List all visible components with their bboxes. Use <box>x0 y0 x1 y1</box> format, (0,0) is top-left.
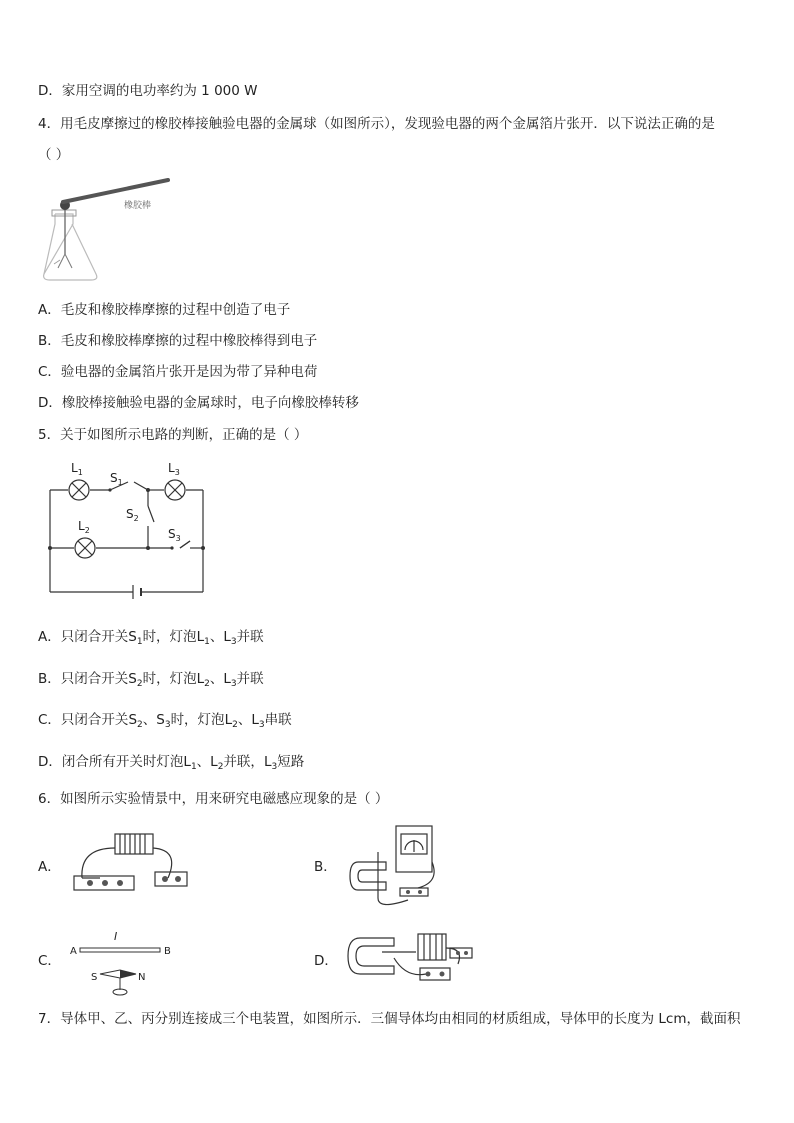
q4-option-c: C．验电器的金属箔片张开是因为带了异种电荷 <box>38 364 318 380</box>
switch-s3-label: S <box>168 527 176 541</box>
needle-pole-s: S <box>91 972 98 983</box>
needle-pole-n: N <box>138 972 146 983</box>
q5-option-a: A．只闭合开关$S_1$时，灯泡$L_1$、$L_3$并联 <box>38 629 264 647</box>
svg-text:L1 <box>71 461 83 477</box>
current-label: I <box>114 930 118 943</box>
lamp-l1-sub: 1 <box>77 468 83 477</box>
lamp-l2-sub: 2 <box>84 526 90 535</box>
q3-option-d: D．家用空调的电功率约为 1 000 W <box>38 83 258 99</box>
q4-option-d: D．橡胶棒接触验电器的金属球时，电子向橡胶棒转移 <box>38 395 359 411</box>
wire-end-a: A <box>70 946 77 957</box>
q4-stem: 4．用毛皮摩擦过的橡胶棒接触验电器的金属球（如图所示），发现验电器的两个金属箔片张开．以下说法正确的是 <box>38 116 715 132</box>
svg-text:L3 <box>168 461 180 477</box>
rubber-rod-label: 橡胶棒 <box>124 201 152 211</box>
q4-answer-paren: （ ） <box>38 147 70 163</box>
switch-s2-sub: 2 <box>133 514 139 523</box>
lamp-l2-label: L <box>78 519 85 533</box>
electroscope-figure <box>38 176 178 286</box>
q6-option-c-label: C． <box>38 953 61 969</box>
q7-stem: 7．导体甲、乙、丙分别连接成三个电装置，如图所示．三個导体均由相同的材质组成，导体甲的长度为 Lcm，截面积 <box>38 1011 741 1027</box>
q6-figure-b <box>348 822 443 912</box>
q6-figure-a <box>70 828 195 898</box>
svg-text:S3 <box>168 527 181 543</box>
q6-option-b-label: B． <box>314 859 337 875</box>
q4-option-b: B．毛皮和橡胶棒摩擦的过程中橡胶棒得到电子 <box>38 333 318 349</box>
switch-s1-sub: 1 <box>117 478 123 487</box>
q5-option-b: B．只闭合开关$S_2$时，灯泡$L_2$、$L_3$并联 <box>38 671 264 689</box>
svg-text:S1 <box>110 471 123 487</box>
q6-option-d-label: D． <box>314 953 338 969</box>
q6-stem: 6．如图所示实验情景中，用来研究电磁感应现象的是（ ） <box>38 791 389 807</box>
lamp-l1-label: L <box>71 461 78 475</box>
q5-option-d: D．闭合所有开关时灯泡$L_1$、$L_2$并联，$L_3$短路 <box>38 754 305 772</box>
q5-option-c: C．只闭合开关$S_2$、$S_3$时，灯泡$L_2$、$L_3$串联 <box>38 712 292 730</box>
lamp-l3-label: L <box>168 461 175 475</box>
switch-s2-label: S <box>126 507 134 521</box>
wire-end-b: B <box>164 946 171 957</box>
circuit-diagram <box>38 456 218 606</box>
svg-text:S2 <box>126 507 139 523</box>
lamp-l3-sub: 3 <box>174 468 180 477</box>
q6-figure-c <box>66 928 186 998</box>
switch-s1-label: S <box>110 471 118 485</box>
svg-text:L2 <box>78 519 90 535</box>
q5-stem: 5．关于如图所示电路的判断，正确的是（ ） <box>38 427 308 443</box>
switch-s3-sub: 3 <box>175 534 181 543</box>
q4-option-a: A．毛皮和橡胶棒摩擦的过程中创造了电子 <box>38 302 291 318</box>
q6-figure-d <box>346 928 476 998</box>
q6-option-a-label: A． <box>38 859 61 875</box>
